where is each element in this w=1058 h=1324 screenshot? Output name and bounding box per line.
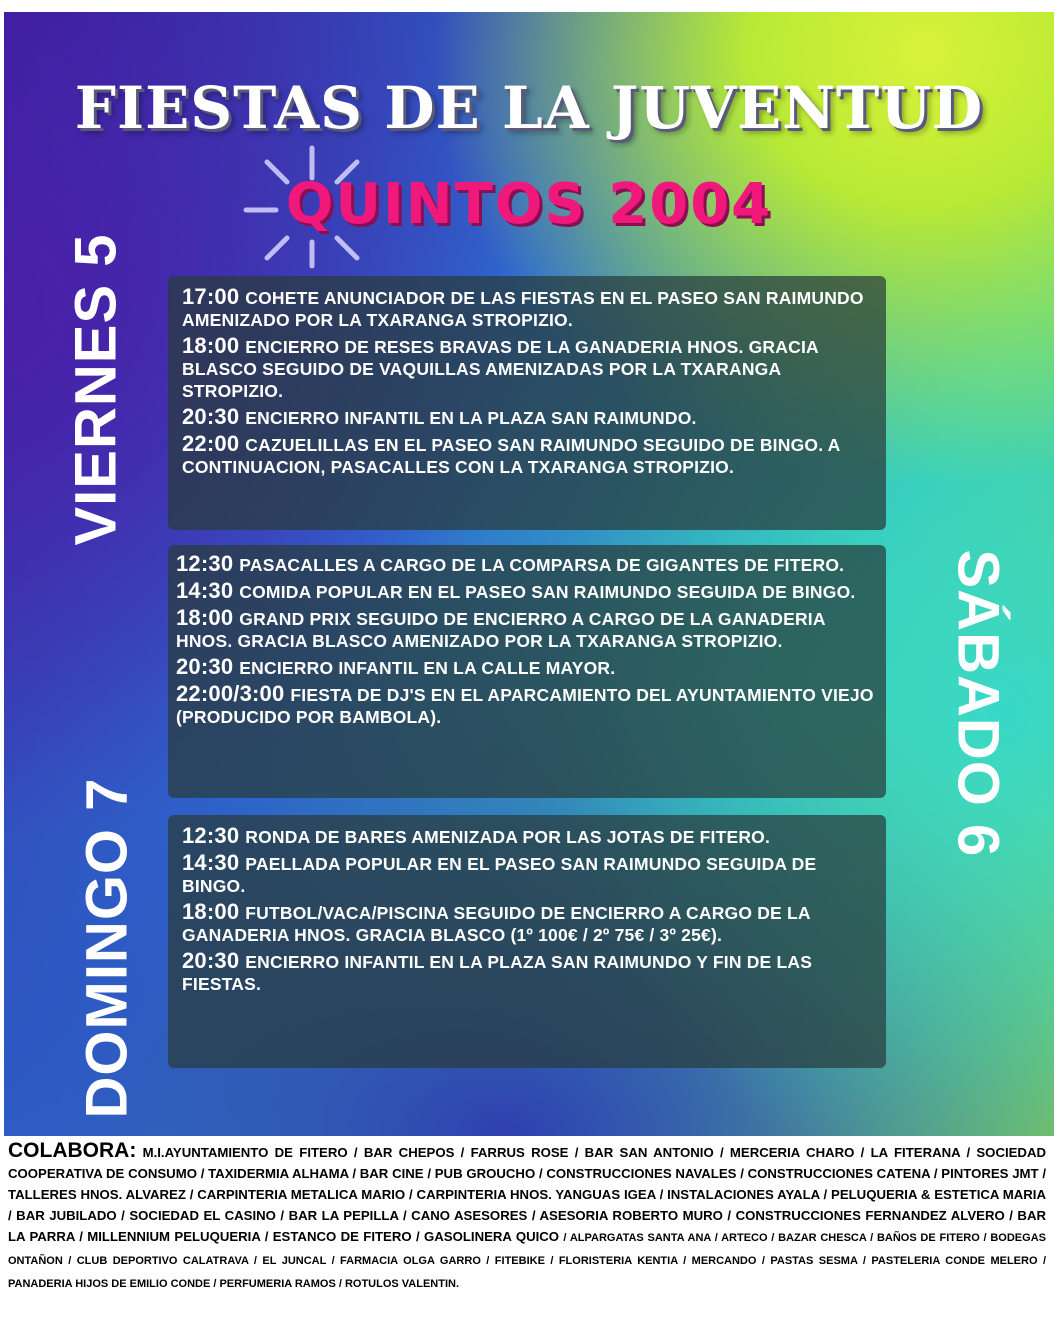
event-time: 22:00 — [182, 431, 240, 456]
sponsors-list: M.I.AYUNTAMIENTO DE FITERO / BAR CHEPOS / FARRUS ROSE / BAR SAN ANTONIO / MERCERIA CHARO / LA FITERANA / SOCIEDAD COOPERATIVA DE CONSUMO / TAXIDERMIA ALHAMA / BAR CINE / PUB GROUCHO / CONSTRUCCIONES NAVALES / CONSTRUCCIONES CATENA / PINTORES JMT / TALLERES HNOS. ALVAREZ / CARPINTERIA METALICA MARIO / CARPINTERIA HNOS. YANGUAS IGEA / INSTALACIONES AYALA / PELUQUERIA & ESTETICA MARIA / BAR JUBILADO / SOCIEDAD EL CASINO / BAR LA PEPILLA / CANO ASESORES / ASESORIA ROBERTO MURO / CONSTRUCCIONES FERNANDEZ ALVERO / BAR LA PARRA / MILLENNIUM PELUQUERIA / ESTANCO DE FITERO / GASOLINERA QUICO — [8, 1145, 1046, 1244]
event-item — [182, 433, 872, 478]
poster-subtitle: QUINTOS 2004 — [285, 172, 773, 237]
sponsors-footer — [8, 1140, 1046, 1295]
event-text: PAELLADA POPULAR EN EL PASEO SAN RAIMUNDO SEGUIDA DE BINGO. — [182, 854, 817, 896]
event-item — [182, 406, 872, 429]
schedule-panel-saturday — [168, 545, 886, 798]
event-item — [176, 683, 878, 728]
event-item — [182, 901, 872, 946]
event-item — [176, 656, 878, 679]
event-text: ENCIERRO INFANTIL EN LA CALLE MAYOR. — [239, 658, 616, 678]
event-item — [182, 335, 872, 402]
event-time: 18:00 — [182, 333, 240, 358]
event-time: 12:30 — [176, 551, 234, 576]
poster — [4, 12, 1054, 1136]
event-time: 14:30 — [176, 578, 234, 603]
event-text: CAZUELILLAS EN EL PASEO SAN RAIMUNDO SEGUIDO DE BINGO. A CONTINUACION, PASACALLES CON LA TXARANGA STROPIZIO. — [182, 435, 840, 477]
event-time: 18:00 — [182, 899, 240, 924]
day-label-saturday: SÁBADO 6 — [945, 549, 1011, 858]
event-time: 20:30 — [182, 948, 240, 973]
event-text: COHETE ANUNCIADOR DE LAS FIESTAS EN EL PASEO SAN RAIMUNDO AMENIZADO POR LA TXARANGA STROPIZIO. — [182, 288, 864, 330]
event-text: RONDA DE BARES AMENIZADA POR LAS JOTAS DE FITERO. — [245, 827, 771, 847]
event-text: ENCIERRO DE RESES BRAVAS DE LA GANADERIA HNOS. GRACIA BLASCO SEGUIDO DE VAQUILLAS AMENIZADAS POR LA TXARANGA STROPIZIO. — [182, 337, 819, 401]
event-time: 12:30 — [182, 823, 240, 848]
event-text: ENCIERRO INFANTIL EN LA PLAZA SAN RAIMUNDO. — [245, 408, 697, 428]
event-time: 22:00/3:00 — [176, 681, 285, 706]
event-time: 20:30 — [182, 404, 240, 429]
sponsors-label: COLABORA: — [8, 1139, 137, 1162]
event-item — [182, 950, 872, 995]
event-item — [182, 825, 872, 848]
event-item — [182, 286, 872, 331]
day-label-sunday: DOMINGO 7 — [74, 777, 140, 1119]
event-text: FIESTA DE DJ'S EN EL APARCAMIENTO DEL AYUNTAMIENTO VIEJO (PRODUCIDO POR BAMBOLA). — [176, 685, 874, 727]
event-text: FUTBOL/VACA/PISCINA SEGUIDO DE ENCIERRO A CARGO DE LA GANADERIA HNOS. GRACIA BLASCO (1º 100€ / 2º 75€ / 3º 25€). — [182, 903, 811, 945]
event-item — [176, 553, 878, 576]
event-time: 18:00 — [176, 605, 234, 630]
schedule-panel-sunday — [168, 815, 886, 1068]
schedule-panel-friday — [168, 276, 886, 530]
event-text: COMIDA POPULAR EN EL PASEO SAN RAIMUNDO SEGUIDA DE BINGO. — [239, 582, 856, 602]
event-time: 14:30 — [182, 850, 240, 875]
event-item — [176, 607, 878, 652]
poster-title: FIESTAS DE LA JUVENTUD — [74, 74, 984, 142]
event-text: PASACALLES A CARGO DE LA COMPARSA DE GIGANTES DE FITERO. — [239, 555, 845, 575]
event-item — [182, 852, 872, 897]
event-time: 20:30 — [176, 654, 234, 679]
event-time: 17:00 — [182, 284, 240, 309]
event-text: GRAND PRIX SEGUIDO DE ENCIERRO A CARGO DE LA GANADERIA HNOS. GRACIA BLASCO AMENIZADO POR LA TXARANGA STROPIZIO. — [176, 609, 826, 651]
event-text: ENCIERRO INFANTIL EN LA PLAZA SAN RAIMUNDO Y FIN DE LAS FIESTAS. — [182, 952, 813, 994]
day-label-friday: VIERNES 5 — [63, 233, 129, 546]
event-item — [176, 580, 878, 603]
sponsors-list-small: / ALPARGATAS SANTA ANA / ARTECO / BAZAR CHESCA / BAÑOS DE FITERO / BODEGAS ONTAÑON / CLUB DEPORTIVO CALATRAVA / EL JUNCAL / FARMACIA OLGA GARRO / FITEBIKE / FLORISTERIA KENTIA / MERCANDO / PASTAS SESMA / PASTELERIA CONDE MELERO / PANADERIA HIJOS DE EMILIO CONDE / PERFUMERIA RAMOS / ROTULOS VALENTIN. — [8, 1232, 1046, 1290]
